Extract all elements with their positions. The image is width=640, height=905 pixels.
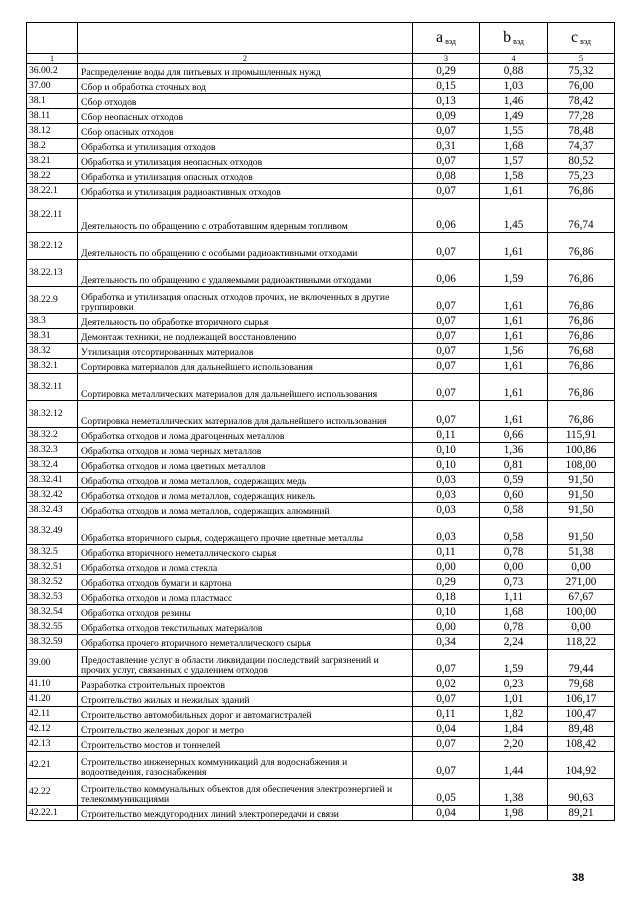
row-code: 41.10 xyxy=(27,677,78,692)
table-row xyxy=(27,124,615,139)
row-a-value: 0,07 xyxy=(413,692,480,707)
table-row xyxy=(27,677,615,692)
row-b-value: 2,24 xyxy=(480,635,548,650)
row-b-value: 1,61 xyxy=(480,184,548,199)
row-b-value: 0,60 xyxy=(480,488,548,503)
row-c-value: 100,00 xyxy=(548,605,615,620)
row-a-value: 0,31 xyxy=(413,139,480,154)
row-name: Обработка и утилизация опасных отходов xyxy=(78,169,413,184)
row-b-value: 0,78 xyxy=(480,545,548,560)
row-c-value: 76,86 xyxy=(548,233,615,260)
table-row xyxy=(27,779,615,806)
table-row xyxy=(27,233,615,260)
row-name: Строительство коммунальных объектов для обеспечения электроэнергией и телекоммуникациями xyxy=(78,779,413,806)
row-b-value: 1,38 xyxy=(480,779,548,806)
row-c-value: 76,86 xyxy=(548,374,615,401)
row-c-value: 108,42 xyxy=(548,737,615,752)
row-a-value: 0,03 xyxy=(413,473,480,488)
row-name: Распределение воды для питьевых и промышленных нужд xyxy=(78,64,413,79)
header-name xyxy=(78,23,413,54)
row-c-value: 76,86 xyxy=(548,314,615,329)
table-row xyxy=(27,737,615,752)
row-code: 38.32.52 xyxy=(27,575,78,590)
row-name: Разработка строительных проектов xyxy=(78,677,413,692)
row-code: 38.11 xyxy=(27,109,78,124)
row-b-value: 1,98 xyxy=(480,806,548,821)
row-code: 38.32.2 xyxy=(27,428,78,443)
row-b-value: 0,73 xyxy=(480,575,548,590)
header-c: c $_{вэд}$ xyxy=(548,23,615,54)
row-b-value: 0,88 xyxy=(480,64,548,79)
header-b: b $_{вэд}$ xyxy=(480,23,548,54)
row-a-value: 0,00 xyxy=(413,620,480,635)
row-b-value: 0,66 xyxy=(480,428,548,443)
row-code: 38.32.53 xyxy=(27,590,78,605)
row-code: 38.1 xyxy=(27,94,78,109)
row-name: Утилизация отсортированных материалов xyxy=(78,344,413,359)
row-c-value: 76,86 xyxy=(548,287,615,314)
table-row xyxy=(27,650,615,677)
row-code: 39.00 xyxy=(27,650,78,677)
row-a-value: 0,11 xyxy=(413,707,480,722)
row-code: 38.22.1 xyxy=(27,184,78,199)
table-row xyxy=(27,344,615,359)
row-c-value: 76,86 xyxy=(548,184,615,199)
row-a-value: 0,02 xyxy=(413,677,480,692)
row-name: Обработка отходов и лома металлов, содержащих никель xyxy=(78,488,413,503)
row-a-value: 0,00 xyxy=(413,560,480,575)
row-code: 42.22 xyxy=(27,779,78,806)
table-row xyxy=(27,359,615,374)
row-name: Деятельность по обработке вторичного сырья xyxy=(78,314,413,329)
table-row xyxy=(27,401,615,428)
row-name: Строительство инженерных коммуникаций для водоснабжения и водоотведения, газоснабжения xyxy=(78,752,413,779)
row-name: Демонтаж техники, не подлежащей восстановлению xyxy=(78,329,413,344)
row-name: Обработка и утилизация радиоактивных отходов xyxy=(78,184,413,199)
row-b-value: 1,61 xyxy=(480,359,548,374)
row-name: Обработка и утилизация отходов xyxy=(78,139,413,154)
row-a-value: 0,13 xyxy=(413,94,480,109)
row-name: Обработка отходов бумаги и картона xyxy=(78,575,413,590)
row-a-value: 0,07 xyxy=(413,737,480,752)
row-a-value: 0,07 xyxy=(413,650,480,677)
row-a-value: 0,09 xyxy=(413,109,480,124)
row-c-value: 108,00 xyxy=(548,458,615,473)
table-row xyxy=(27,488,615,503)
table-row xyxy=(27,139,615,154)
table-row xyxy=(27,692,615,707)
table-row xyxy=(27,314,615,329)
table-row xyxy=(27,154,615,169)
row-code: 42.22.1 xyxy=(27,806,78,821)
header-code xyxy=(27,23,78,54)
row-c-value: 115,91 xyxy=(548,428,615,443)
row-name: Обработка отходов и лома стекла xyxy=(78,560,413,575)
table-row xyxy=(27,94,615,109)
row-b-value: 1,11 xyxy=(480,590,548,605)
row-b-value: 0,59 xyxy=(480,473,548,488)
row-a-value: 0,07 xyxy=(413,329,480,344)
row-a-value: 0,15 xyxy=(413,79,480,94)
row-code: 38.32.51 xyxy=(27,560,78,575)
row-code: 38.31 xyxy=(27,329,78,344)
row-name: Обработка отходов текстильных материалов xyxy=(78,620,413,635)
table-row xyxy=(27,560,615,575)
row-name: Сбор неопасных отходов xyxy=(78,109,413,124)
row-b-value: 1,68 xyxy=(480,139,548,154)
row-name: Обработка отходов и лома металлов, содержащих алюминий xyxy=(78,503,413,518)
row-a-value: 0,10 xyxy=(413,443,480,458)
row-c-value: 90,63 xyxy=(548,779,615,806)
table-row xyxy=(27,806,615,821)
row-code: 38.32.41 xyxy=(27,473,78,488)
row-code: 37.00 xyxy=(27,79,78,94)
table-row xyxy=(27,79,615,94)
row-code: 42.13 xyxy=(27,737,78,752)
row-b-value: 1,82 xyxy=(480,707,548,722)
table-row xyxy=(27,287,615,314)
row-name: Обработка и утилизация опасных отходов прочих, не включенных в другие группировки xyxy=(78,287,413,314)
row-name: Обработка прочего вторичного неметаллического сырья xyxy=(78,635,413,650)
table-row xyxy=(27,620,615,635)
row-a-value: 0,11 xyxy=(413,428,480,443)
row-b-value: 1,44 xyxy=(480,752,548,779)
row-b-value: 0,00 xyxy=(480,560,548,575)
row-code: 42.12 xyxy=(27,722,78,737)
table-header-row xyxy=(27,23,615,54)
row-c-value: 78,48 xyxy=(548,124,615,139)
row-name: Сортировка материалов для дальнейшего использования xyxy=(78,359,413,374)
row-c-value: 91,50 xyxy=(548,503,615,518)
row-b-value: 1,45 xyxy=(480,199,548,233)
row-b-value: 1,61 xyxy=(480,329,548,344)
row-code: 38.32.11 xyxy=(27,374,78,401)
table-row xyxy=(27,503,615,518)
table-row xyxy=(27,590,615,605)
header-a: a $_{вэд}$ xyxy=(413,23,480,54)
row-b-value: 1,56 xyxy=(480,344,548,359)
row-a-value: 0,10 xyxy=(413,458,480,473)
row-name: Строительство железных дорог и метро xyxy=(78,722,413,737)
row-a-value: 0,07 xyxy=(413,154,480,169)
row-c-value: 75,32 xyxy=(548,64,615,79)
row-b-value: 1,61 xyxy=(480,287,548,314)
row-a-value: 0,08 xyxy=(413,169,480,184)
row-c-value: 76,86 xyxy=(548,401,615,428)
row-name: Обработка и утилизация неопасных отходов xyxy=(78,154,413,169)
row-c-value: 89,21 xyxy=(548,806,615,821)
row-name: Сбор опасных отходов xyxy=(78,124,413,139)
row-name: Сортировка неметаллических материалов для дальнейшего использования xyxy=(78,401,413,428)
row-a-value: 0,07 xyxy=(413,233,480,260)
row-a-value: 0,07 xyxy=(413,124,480,139)
row-c-value: 106,17 xyxy=(548,692,615,707)
row-b-value: 0,78 xyxy=(480,620,548,635)
table-row xyxy=(27,374,615,401)
column-index: 4 xyxy=(480,54,548,64)
row-code: 38.21 xyxy=(27,154,78,169)
row-name: Обработка вторичного неметаллического сырья xyxy=(78,545,413,560)
row-name: Деятельность по обращению с отработавшим ядерным топливом xyxy=(78,199,413,233)
row-b-value: 1,36 xyxy=(480,443,548,458)
coefficient-table xyxy=(26,22,615,821)
row-code: 38.3 xyxy=(27,314,78,329)
row-c-value: 80,52 xyxy=(548,154,615,169)
page-number: 38 xyxy=(572,872,585,884)
row-name: Деятельность по обращению с удаляемыми радиоактивными отходами xyxy=(78,260,413,287)
row-b-value: 1,84 xyxy=(480,722,548,737)
row-c-value: 74,37 xyxy=(548,139,615,154)
column-index: 3 xyxy=(413,54,480,64)
row-c-value: 76,86 xyxy=(548,260,615,287)
row-code: 38.32.42 xyxy=(27,488,78,503)
row-code: 38.22.12 xyxy=(27,233,78,260)
row-a-value: 0,03 xyxy=(413,503,480,518)
row-b-value: 0,23 xyxy=(480,677,548,692)
row-a-value: 0,04 xyxy=(413,722,480,737)
row-code: 38.32.54 xyxy=(27,605,78,620)
row-code: 38.2 xyxy=(27,139,78,154)
row-b-value: 0,81 xyxy=(480,458,548,473)
row-c-value: 91,50 xyxy=(548,518,615,545)
row-a-value: 0,07 xyxy=(413,752,480,779)
row-a-value: 0,07 xyxy=(413,184,480,199)
row-a-value: 0,07 xyxy=(413,314,480,329)
row-name: Обработка отходов и лома черных металлов xyxy=(78,443,413,458)
row-b-value: 1,57 xyxy=(480,154,548,169)
row-name: Предоставление услуг в области ликвидации последствий загрязнений и прочих услуг, связанных с удалением отходов xyxy=(78,650,413,677)
table-row xyxy=(27,428,615,443)
table-row xyxy=(27,518,615,545)
row-b-value: 1,55 xyxy=(480,124,548,139)
table-row xyxy=(27,109,615,124)
row-b-value: 1,01 xyxy=(480,692,548,707)
row-c-value: 51,38 xyxy=(548,545,615,560)
row-name: Обработка отходов и лома пластмасс xyxy=(78,590,413,605)
row-code: 36.00.2 xyxy=(27,64,78,79)
row-code: 38.32.59 xyxy=(27,635,78,650)
row-c-value: 79,68 xyxy=(548,677,615,692)
row-code: 38.22.9 xyxy=(27,287,78,314)
table-row xyxy=(27,329,615,344)
row-name: Строительство междугородних линий электропередачи и связи xyxy=(78,806,413,821)
row-b-value: 1,59 xyxy=(480,650,548,677)
row-code: 38.32.5 xyxy=(27,545,78,560)
row-code: 38.32.1 xyxy=(27,359,78,374)
row-b-value: 1,59 xyxy=(480,260,548,287)
column-index: 2 xyxy=(78,54,413,64)
table-row xyxy=(27,605,615,620)
row-code: 38.32.4 xyxy=(27,458,78,473)
row-c-value: 78,42 xyxy=(548,94,615,109)
table-row xyxy=(27,443,615,458)
row-c-value: 89,48 xyxy=(548,722,615,737)
row-code: 38.32.3 xyxy=(27,443,78,458)
table-row xyxy=(27,64,615,79)
row-name: Сортировка металлических материалов для дальнейшего использования xyxy=(78,374,413,401)
row-a-value: 0,06 xyxy=(413,199,480,233)
row-c-value: 91,50 xyxy=(548,488,615,503)
row-a-value: 0,11 xyxy=(413,545,480,560)
row-code: 38.32 xyxy=(27,344,78,359)
row-a-value: 0,34 xyxy=(413,635,480,650)
row-code: 38.32.49 xyxy=(27,518,78,545)
row-a-value: 0,05 xyxy=(413,779,480,806)
column-index: 1 xyxy=(27,54,78,64)
row-name: Сбор и обработка сточных вод xyxy=(78,79,413,94)
table-row xyxy=(27,473,615,488)
row-b-value: 1,61 xyxy=(480,374,548,401)
row-code: 38.32.12 xyxy=(27,401,78,428)
row-a-value: 0,18 xyxy=(413,590,480,605)
row-code: 42.11 xyxy=(27,707,78,722)
row-a-value: 0,07 xyxy=(413,401,480,428)
row-c-value: 76,86 xyxy=(548,359,615,374)
table-row xyxy=(27,707,615,722)
row-c-value: 79,44 xyxy=(548,650,615,677)
row-c-value: 91,50 xyxy=(548,473,615,488)
row-code: 38.32.55 xyxy=(27,620,78,635)
row-a-value: 0,07 xyxy=(413,344,480,359)
row-a-value: 0,03 xyxy=(413,488,480,503)
row-code: 38.22 xyxy=(27,169,78,184)
row-c-value: 104,92 xyxy=(548,752,615,779)
row-name: Строительство автомобильных дорог и автомагистралей xyxy=(78,707,413,722)
row-c-value: 271,00 xyxy=(548,575,615,590)
row-name: Обработка отходов и лома цветных металлов xyxy=(78,458,413,473)
row-code: 38.12 xyxy=(27,124,78,139)
row-code: 38.32.43 xyxy=(27,503,78,518)
table-row xyxy=(27,260,615,287)
row-b-value: 1,61 xyxy=(480,314,548,329)
row-a-value: 0,10 xyxy=(413,605,480,620)
row-c-value: 76,74 xyxy=(548,199,615,233)
row-name: Обработка отходов и лома драгоценных металлов xyxy=(78,428,413,443)
row-a-value: 0,04 xyxy=(413,806,480,821)
row-a-value: 0,07 xyxy=(413,374,480,401)
row-b-value: 1,46 xyxy=(480,94,548,109)
row-b-value: 0,58 xyxy=(480,503,548,518)
column-index-row xyxy=(27,54,615,64)
row-a-value: 0,06 xyxy=(413,260,480,287)
row-c-value: 76,00 xyxy=(548,79,615,94)
row-c-value: 100,47 xyxy=(548,707,615,722)
row-code: 41.20 xyxy=(27,692,78,707)
row-name: Сбор отходов xyxy=(78,94,413,109)
row-code: 38.22.11 xyxy=(27,199,78,233)
row-b-value: 1,61 xyxy=(480,233,548,260)
table-row xyxy=(27,635,615,650)
row-a-value: 0,07 xyxy=(413,359,480,374)
row-c-value: 0,00 xyxy=(548,620,615,635)
row-c-value: 100,86 xyxy=(548,443,615,458)
row-a-value: 0,07 xyxy=(413,287,480,314)
row-b-value: 0,58 xyxy=(480,518,548,545)
row-b-value: 1,68 xyxy=(480,605,548,620)
row-c-value: 75,23 xyxy=(548,169,615,184)
row-c-value: 67,67 xyxy=(548,590,615,605)
column-index: 5 xyxy=(548,54,615,64)
row-name: Обработка отходов и лома металлов, содержащих медь xyxy=(78,473,413,488)
row-c-value: 76,68 xyxy=(548,344,615,359)
row-b-value: 1,49 xyxy=(480,109,548,124)
table-row xyxy=(27,169,615,184)
row-c-value: 118,22 xyxy=(548,635,615,650)
row-c-value: 0,00 xyxy=(548,560,615,575)
row-c-value: 76,86 xyxy=(548,329,615,344)
row-b-value: 1,61 xyxy=(480,401,548,428)
table-row xyxy=(27,752,615,779)
table-row xyxy=(27,722,615,737)
row-name: Деятельность по обращению с особыми радиоактивными отходами xyxy=(78,233,413,260)
row-b-value: 1,03 xyxy=(480,79,548,94)
row-name: Строительство жилых и нежилых зданий xyxy=(78,692,413,707)
row-a-value: 0,29 xyxy=(413,575,480,590)
row-name: Обработка вторичного сырья, содержащего прочие цветные металлы xyxy=(78,518,413,545)
table-row xyxy=(27,458,615,473)
row-code: 38.22.13 xyxy=(27,260,78,287)
table-row xyxy=(27,545,615,560)
row-b-value: 2,20 xyxy=(480,737,548,752)
table-row xyxy=(27,199,615,233)
row-a-value: 0,29 xyxy=(413,64,480,79)
row-c-value: 77,28 xyxy=(548,109,615,124)
row-name: Строительство мостов и тоннелей xyxy=(78,737,413,752)
row-name: Обработка отходов резины xyxy=(78,605,413,620)
table-row xyxy=(27,575,615,590)
row-b-value: 1,58 xyxy=(480,169,548,184)
row-code: 42.21 xyxy=(27,752,78,779)
row-a-value: 0,03 xyxy=(413,518,480,545)
table-row xyxy=(27,184,615,199)
